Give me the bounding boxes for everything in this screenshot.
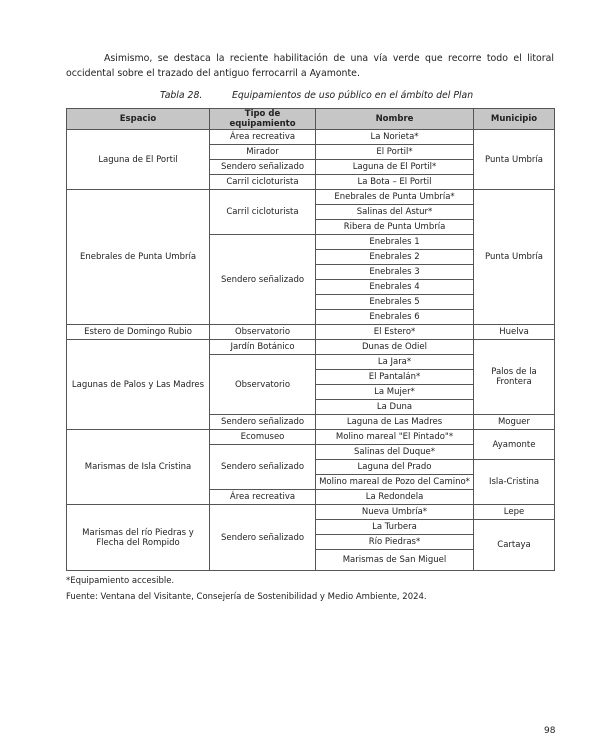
cell-tipo: Sendero señalizado bbox=[210, 445, 316, 490]
cell-espacio: Estero de Domingo Rubio bbox=[67, 325, 210, 340]
cell-nombre: Molino mareal de Pozo del Camino* bbox=[316, 475, 474, 490]
cell-tipo: Sendero señalizado bbox=[210, 505, 316, 571]
cell-municipio: Cartaya bbox=[474, 520, 555, 571]
header-tipo: Tipo de equipamiento bbox=[210, 109, 316, 130]
cell-nombre: La Jara* bbox=[316, 355, 474, 370]
cell-espacio: Lagunas de Palos y Las Madres bbox=[67, 340, 210, 430]
cell-municipio: Huelva bbox=[474, 325, 555, 340]
cell-tipo: Mirador bbox=[210, 145, 316, 160]
cell-nombre: Laguna de El Portil* bbox=[316, 160, 474, 175]
footnote: *Equipamiento accesible. bbox=[66, 576, 175, 586]
table-row bbox=[67, 430, 555, 445]
cell-nombre: Enebrales 5 bbox=[316, 295, 474, 310]
cell-tipo: Área recreativa bbox=[210, 490, 316, 505]
table-row bbox=[67, 130, 555, 145]
cell-nombre: Dunas de Odiel bbox=[316, 340, 474, 355]
header-nombre: Nombre bbox=[316, 109, 474, 130]
cell-espacio: Enebrales de Punta Umbría bbox=[67, 190, 210, 325]
intro-paragraph: Asimismo, se destaca la reciente habilitación de una vía verde que recorre todo el litoral occidental sobre el trazado del antiguo ferrocarril a Ayamonte. bbox=[66, 53, 554, 80]
cell-nombre: Molino mareal "El Pintado"* bbox=[316, 430, 474, 445]
cell-espacio: Marismas de Isla Cristina bbox=[67, 430, 210, 505]
cell-municipio: Moguer bbox=[474, 415, 555, 430]
cell-nombre: La Duna bbox=[316, 400, 474, 415]
table-caption bbox=[160, 90, 473, 101]
table-row bbox=[67, 340, 555, 355]
cell-nombre: Ribera de Punta Umbría bbox=[316, 220, 474, 235]
cell-tipo: Área recreativa bbox=[210, 130, 316, 145]
cell-nombre: Enebrales 6 bbox=[316, 310, 474, 325]
cell-municipio: Punta Umbría bbox=[474, 130, 555, 190]
cell-tipo: Observatorio bbox=[210, 355, 316, 415]
cell-tipo: Carril cicloturista bbox=[210, 175, 316, 190]
cell-nombre: La Redondela bbox=[316, 490, 474, 505]
cell-nombre: La Mujer* bbox=[316, 385, 474, 400]
cell-espacio: Laguna de El Portil bbox=[67, 130, 210, 190]
cell-tipo: Sendero señalizado bbox=[210, 160, 316, 175]
cell-tipo: Ecomuseo bbox=[210, 430, 316, 445]
cell-nombre: Río Piedras* bbox=[316, 535, 474, 550]
table-header-row bbox=[67, 109, 555, 130]
cell-municipio: Lepe bbox=[474, 505, 555, 520]
table-row bbox=[67, 505, 555, 520]
header-municipio: Municipio bbox=[474, 109, 555, 130]
cell-nombre: Enebrales 4 bbox=[316, 280, 474, 295]
cell-nombre: La Bota – El Portil bbox=[316, 175, 474, 190]
table-row bbox=[67, 190, 555, 205]
source-note: Fuente: Ventana del Visitante, Consejería de Sostenibilidad y Medio Ambiente, 2024. bbox=[66, 592, 427, 602]
cell-nombre: El Estero* bbox=[316, 325, 474, 340]
cell-nombre: Enebrales 1 bbox=[316, 235, 474, 250]
table-row bbox=[67, 325, 555, 340]
cell-tipo: Jardín Botánico bbox=[210, 340, 316, 355]
cell-nombre: Laguna del Prado bbox=[316, 460, 474, 475]
cell-nombre: El Portil* bbox=[316, 145, 474, 160]
cell-nombre: La Norieta* bbox=[316, 130, 474, 145]
cell-tipo: Observatorio bbox=[210, 325, 316, 340]
cell-nombre: La Turbera bbox=[316, 520, 474, 535]
cell-nombre: El Pantalán* bbox=[316, 370, 474, 385]
cell-municipio: Punta Umbría bbox=[474, 190, 555, 325]
table-number: Tabla 28. bbox=[160, 90, 203, 101]
cell-nombre: Nueva Umbría* bbox=[316, 505, 474, 520]
cell-municipio: Palos de la Frontera bbox=[474, 340, 555, 415]
cell-municipio: Ayamonte bbox=[474, 430, 555, 460]
equipment-table bbox=[66, 108, 555, 571]
cell-municipio: Isla-Cristina bbox=[474, 460, 555, 505]
cell-nombre: Enebrales 2 bbox=[316, 250, 474, 265]
cell-tipo: Sendero señalizado bbox=[210, 235, 316, 325]
cell-nombre: Laguna de Las Madres bbox=[316, 415, 474, 430]
cell-nombre: Enebrales 3 bbox=[316, 265, 474, 280]
cell-nombre: Salinas del Astur* bbox=[316, 205, 474, 220]
cell-espacio: Marismas del río Piedras y Flecha del Rompido bbox=[67, 505, 210, 571]
header-espacio: Espacio bbox=[67, 109, 210, 130]
cell-nombre: Enebrales de Punta Umbría* bbox=[316, 190, 474, 205]
cell-tipo: Carril cicloturista bbox=[210, 190, 316, 235]
page-number: 98 bbox=[544, 726, 556, 736]
cell-nombre: Salinas del Duque* bbox=[316, 445, 474, 460]
cell-nombre: Marismas de San Miguel bbox=[316, 550, 474, 571]
table-title: Equipamientos de uso público en el ámbito del Plan bbox=[232, 90, 474, 101]
table-body bbox=[67, 130, 555, 571]
cell-tipo: Sendero señalizado bbox=[210, 415, 316, 430]
